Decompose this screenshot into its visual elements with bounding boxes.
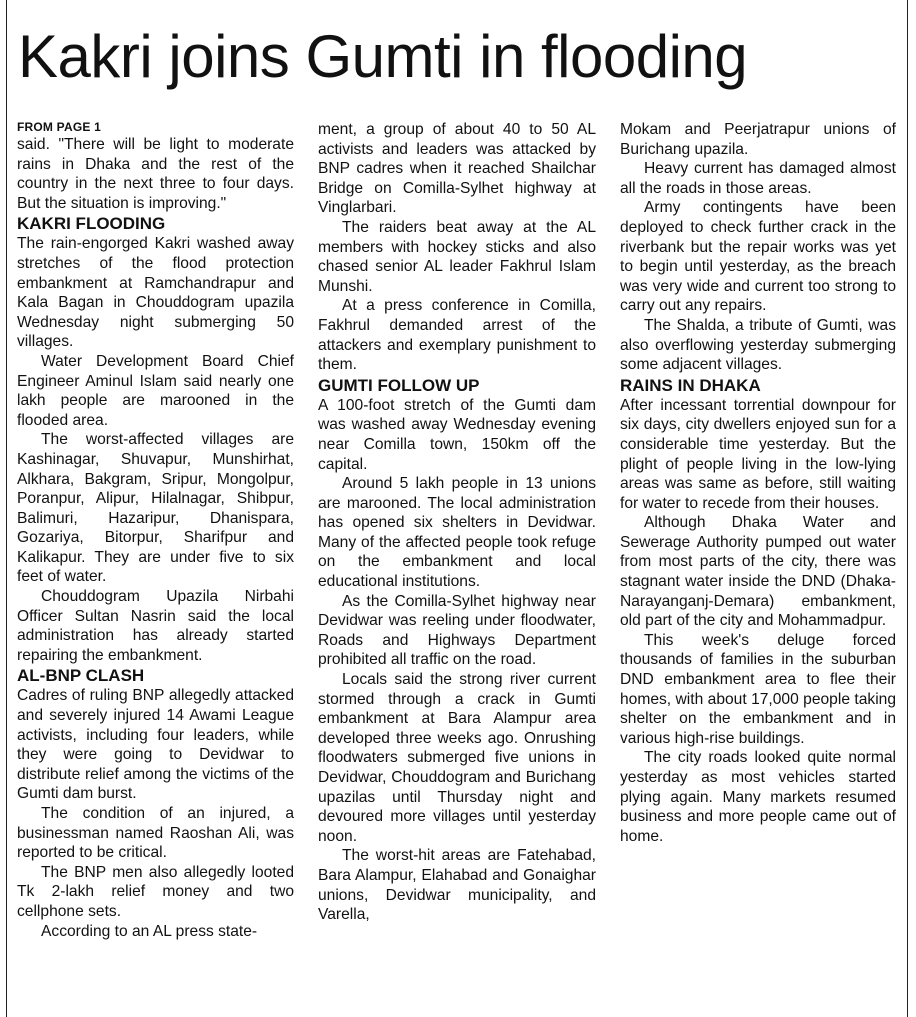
- subheading-kakri-flooding: KAKRI FLOODING: [17, 214, 166, 234]
- paragraph: A 100-foot stretch of the Gumti dam was washed away Wednesday evening near Comilla town, 150km off the capital.: [318, 396, 596, 473]
- paragraph: Around 5 lakh people in 13 unions are marooned. The local administration has opened six shelters in Devidwar. Many of the affected people took refuge on the embankment and local educational institutions.: [318, 475, 596, 591]
- continuation-label: FROM PAGE 1: [17, 120, 101, 134]
- paragraph: Although Dhaka Water and Sewerage Authority pumped out water from most parts of the city, there was stagnant water inside the DND (Dhaka-Narayanganj-Demara) embankment, old part of the city and Mohammadpur.: [620, 514, 896, 630]
- paragraph: The Shalda, a tribute of Gumti, was also overflowing yesterday submerging some adjacent villages.: [620, 316, 896, 374]
- paragraph: Locals said the strong river current stormed through a crack in Gumti embankment at Bara Alampur area developed three weeks ago. Onrushing floodwaters submerged five unions in Devidwar, Chouddogram and Burichang upazilas until Thursday night and devoured more villages until yesterday noon.: [318, 671, 596, 845]
- paragraph: After incessant torrential downpour for six days, city dwellers enjoyed sun for a considerable time yesterday. But the plight of people living in the low-lying areas was same as before, still waiting for water to recede from their houses.: [620, 396, 896, 512]
- paragraph: The condition of an injured, a businessman named Raoshan Ali, was reported to be critical.: [17, 805, 294, 862]
- subheading-al-bnp-clash: AL-BNP CLASH: [17, 666, 145, 686]
- paragraph: As the Comilla-Sylhet highway near Devidwar was reeling under floodwater, Roads and Highways Department prohibited all traffic on the road.: [318, 592, 596, 669]
- paragraph: Cadres of ruling BNP allegedly attacked and severely injured 14 Awami League activists, including four leaders, while they were going to Devidwar to distribute relief among the victims of the Gumti dam burst.: [17, 687, 294, 803]
- paragraph: The raiders beat away at the AL members with hockey sticks and also chased senior AL leader Fakhrul Islam Munshi.: [318, 218, 596, 295]
- paragraph: This week's deluge forced thousands of families in the suburban DND embankment area to flee their homes, with about 17,000 people taking shelter on the embankment and in various high-rise buildings.: [620, 631, 896, 747]
- paragraph: Water Development Board Chief Engineer Aminul Islam said nearly one lakh people are marooned in the flooded area.: [17, 352, 294, 429]
- subheading-gumti-follow-up: GUMTI FOLLOW UP: [318, 375, 480, 395]
- paragraph: The BNP men also allegedly looted Tk 2-lakh relief money and two cellphone sets.: [17, 863, 294, 920]
- paragraph: Mokam and Peerjatrapur unions of Burichang upazila.: [620, 121, 896, 158]
- paragraph: ment, a group of about 40 to 50 AL activists and leaders was attacked by BNP cadres when it reached Shailchar Bridge on Comilla-Sylhet highway at Vinglarbari.: [318, 121, 596, 217]
- column-2: [318, 120, 596, 925]
- paragraph: At a press conference in Comilla, Fakhrul demanded arrest of the attackers and exemplary punishment to them.: [318, 297, 596, 374]
- paragraph: said. "There will be light to moderate rains in Dhaka and the rest of the country in the next three to four days. But the situation is improving.": [17, 136, 294, 212]
- paragraph: Heavy current has damaged almost all the roads in those areas.: [620, 160, 896, 197]
- column-3: [620, 120, 896, 846]
- paragraph: Army contingents have been deployed to check further crack in the riverbank but the repair works was yet to begin until yesterday, as the breach was very wide and current too strong to carry out any repairs.: [620, 199, 896, 315]
- paragraph: The worst-hit areas are Fatehabad, Bara Alampur, Elahabad and Gonaighar unions, Devidwar municipality, and Varella,: [318, 847, 596, 924]
- column-1: [17, 120, 294, 941]
- paragraph: The rain-engorged Kakri washed away stretches of the flood protection embankment at Ramchandrapur and Kala Bagan in Chouddogram upazila Wednesday night submerging 50 villages.: [17, 235, 294, 351]
- left-border-rule: [6, 0, 7, 1017]
- paragraph: According to an AL press state-: [41, 922, 258, 940]
- paragraph: The city roads looked quite normal yesterday as most vehicles started plying again. Many markets resumed business and more people came out of home.: [620, 749, 896, 845]
- subheading-rains-in-dhaka: RAINS IN DHAKA: [620, 375, 761, 395]
- headline: Kakri joins Gumti in flooding: [18, 23, 748, 90]
- right-border-rule: [907, 0, 908, 1017]
- paragraph: Chouddogram Upazila Nirbahi Officer Sultan Nasrin said the local administration has already started repairing the embankment.: [17, 588, 294, 664]
- paragraph: The worst-affected villages are Kashinagar, Shuvapur, Munshirhat, Alkhara, Bakgram, Sripur, Mongolpur, Poranpur, Alipur, Hilalnagar, Shibpur, Balimuri, Hazaripur, Dhanispara, Gozariya, Bitorpur, Sharifpur and Kalikapur. They are under five to six feet of water.: [17, 431, 294, 586]
